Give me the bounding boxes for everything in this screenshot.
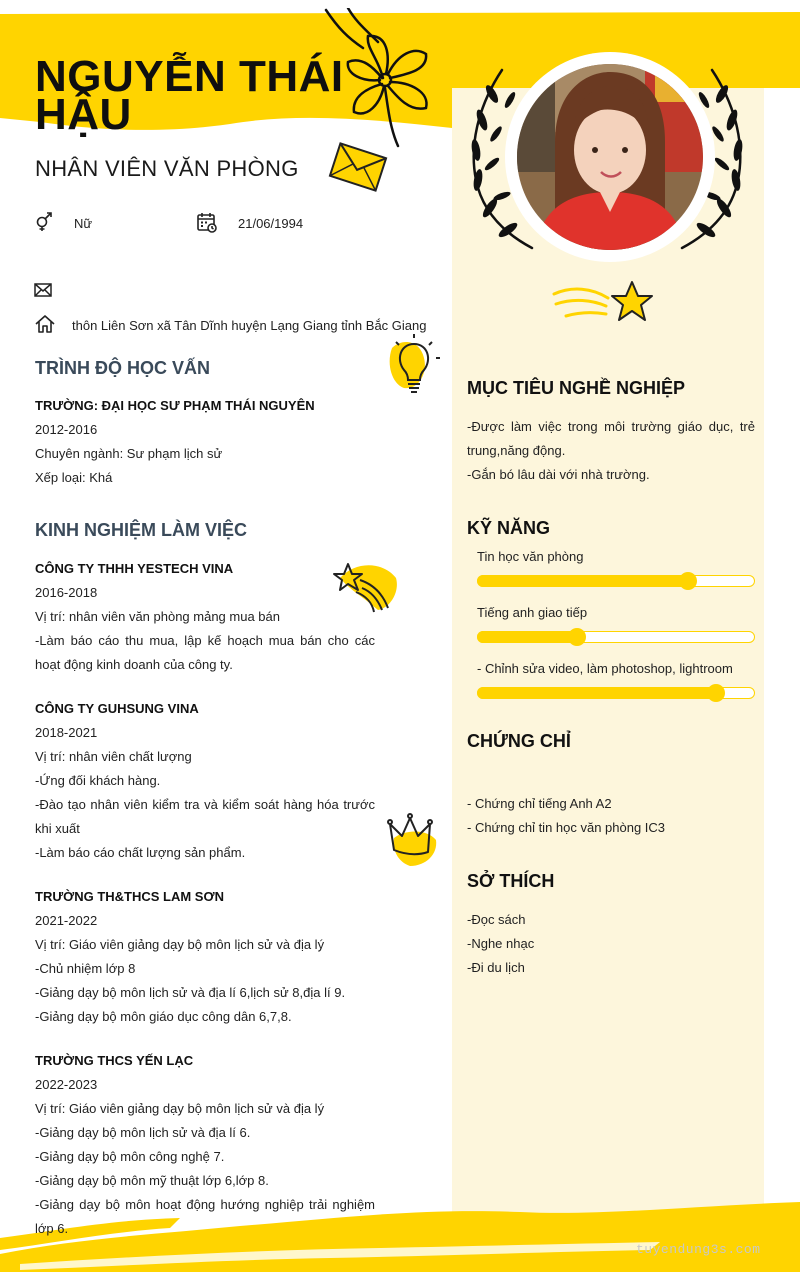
- job-line: Vị trí: Giáo viên giảng dạy bộ môn lịch sử và địa lý: [35, 1101, 325, 1116]
- job-line: -Giảng dạy bộ môn hoạt động hướng nghiệp trải nghiệm lớp 6.: [35, 1197, 375, 1236]
- address-value: thôn Liên Sơn xã Tân Dĩnh huyện Lạng Giang tỉnh Bắc Giang: [72, 318, 427, 333]
- calendar-icon: [196, 211, 218, 233]
- job-line: -Giảng dạy bộ môn giáo dục công dân 6,7,8.: [35, 1009, 292, 1024]
- job-years: 2016-2018: [35, 585, 98, 600]
- hobby-item: -Đi du lịch: [467, 960, 525, 975]
- skill-label: Tiếng anh giao tiếp: [477, 605, 588, 620]
- job-line: -Ứng đối khách hàng.: [35, 773, 161, 788]
- job-company: CÔNG TY GUHSUNG VINA: [35, 701, 199, 716]
- skill-bar-knob: [568, 628, 586, 646]
- email-icon: [34, 282, 54, 298]
- job-line: -Giảng dạy bộ môn mỹ thuật lớp 6,lớp 8.: [35, 1173, 269, 1188]
- job-title: NHÂN VIÊN VĂN PHÒNG: [35, 156, 299, 181]
- gender-value: Nữ: [74, 216, 93, 231]
- skills-title: KỸ NĂNG: [467, 518, 551, 538]
- skill-bar-fill: [477, 687, 716, 699]
- skill-bar-knob: [679, 572, 697, 590]
- objective-line: -Gắn bó lâu dài với nhà trường.: [467, 467, 650, 482]
- job-line: -Giảng dạy bộ môn lịch sử và địa lí 6,lịch sử 8,địa lí 9.: [35, 985, 346, 1000]
- shooting-star-doodle-icon: [332, 558, 402, 618]
- job-line: -Đào tạo nhân viên kiểm tra và kiểm soát hàng hóa trước khi xuất: [35, 797, 375, 836]
- job-years: 2022-2023: [35, 1077, 98, 1092]
- gender-icon: [34, 212, 54, 232]
- job-years: 2021-2022: [35, 913, 98, 928]
- experience-title: KINH NGHIỆM LÀM VIỆC: [35, 520, 248, 540]
- certificates-title: CHỨNG CHỈ: [467, 731, 571, 751]
- avatar: [515, 62, 705, 252]
- certificate-item: - Chứng chỉ tin học văn phòng IC3: [467, 820, 666, 835]
- job-line: -Làm báo cáo thu mua, lập kế hoạch mua bán cho các hoạt động kinh doanh của công ty.: [35, 633, 375, 672]
- job-years: 2018-2021: [35, 725, 98, 740]
- job-company: TRƯỜNG TH&THCS LAM SƠN: [35, 889, 224, 904]
- skill-label: - Chỉnh sửa video, làm photoshop, lightroom: [477, 661, 733, 676]
- objective-line: -Được làm việc trong môi trường giáo dục, trẻ trung,năng động.: [467, 419, 755, 458]
- job-line: Vị trí: nhân viên chất lượng: [35, 749, 192, 764]
- watermark: tuyendung3s.com: [636, 1242, 761, 1257]
- education-major: Chuyên ngành: Sư phạm lịch sử: [35, 446, 223, 461]
- job-line: Vị trí: nhân viên văn phòng mảng mua bán: [35, 609, 280, 624]
- crown-doodle-icon: [386, 810, 442, 870]
- job-company: TRƯỜNG THCS YẾN LẠC: [35, 1053, 194, 1068]
- candidate-name: NGUYỄN THÁI HẬU: [35, 52, 344, 139]
- education-title: TRÌNH ĐỘ HỌC VẤN: [35, 358, 210, 378]
- skill-bar-knob: [707, 684, 725, 702]
- birthday-value: 21/06/1994: [238, 216, 304, 231]
- certificate-item: - Chứng chỉ tiếng Anh A2: [467, 796, 612, 811]
- job-line: -Chủ nhiệm lớp 8: [35, 961, 136, 976]
- hobby-item: -Nghe nhạc: [467, 936, 535, 951]
- skill-label: Tin học văn phòng: [477, 549, 584, 564]
- job-line: -Làm báo cáo chất lượng sản phẩm.: [35, 845, 246, 860]
- education-grade: Xếp loại: Khá: [35, 470, 113, 485]
- hobbies-title: SỞ THÍCH: [467, 871, 555, 891]
- home-icon: [34, 313, 56, 335]
- objective-title: MỤC TIÊU NGHỀ NGHIỆP: [467, 378, 686, 398]
- hobby-item: -Đọc sách: [467, 912, 526, 927]
- job-line: Vị trí: Giáo viên giảng dạy bộ môn lịch sử và địa lý: [35, 937, 325, 952]
- education-years: 2012-2016: [35, 422, 98, 437]
- envelope-doodle-icon: [328, 136, 388, 198]
- star-doodle-icon: [552, 278, 656, 328]
- skill-bar-fill: [477, 631, 577, 643]
- education-school: TRƯỜNG: ĐẠI HỌC SƯ PHẠM THÁI NGUYÊN: [35, 398, 315, 413]
- lightbulb-doodle-icon: [384, 330, 448, 400]
- job-line: -Giảng dạy bộ môn công nghệ 7.: [35, 1149, 225, 1164]
- skill-bar-fill: [477, 575, 688, 587]
- job-line: -Giảng dạy bộ môn lịch sử và địa lí 6.: [35, 1125, 251, 1140]
- job-company: CÔNG TY THHH YESTECH VINA: [35, 561, 234, 576]
